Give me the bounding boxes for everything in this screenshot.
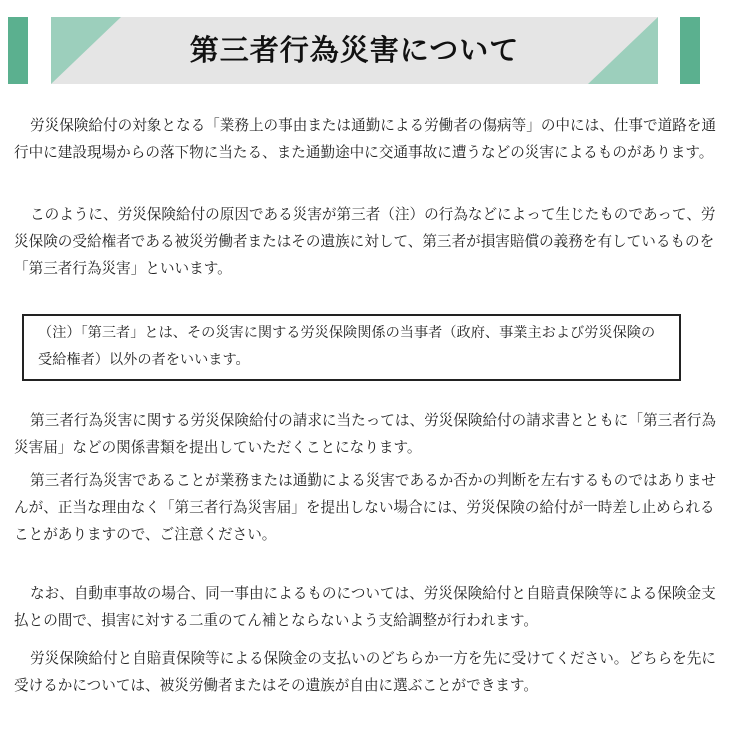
accent-bar-left (8, 17, 28, 84)
auto-paragraph-1: なお、自動車事故の場合、同一事由によるものについては、労災保険給付と自賠責保険等による保険金支払との間で、損害に対する二重のてん補とならないよう支給調整が行われます。 (14, 585, 716, 629)
header-banner (0, 0, 733, 100)
page-title: 第三者行為災害について (189, 33, 520, 67)
intro-paragraph-2: このように、労災保険給付の原因である災害が第三者（注）の行為などによって生じたものであって、労災保険の受給権者である被災労働者またはその遺族に対して、第三者が損害賠償の義務を有しているものを「第三者行為災害」といいます。 (14, 206, 716, 277)
auto-paragraph-2: 労災保険給付と自賠責保険等による保険金の支払いのどちらか一方を先に受けてください。どちらを先に受けるかについては、被災労働者またはその遺族が自由に選ぶことができます。 (14, 650, 716, 694)
accent-bar-right (680, 17, 700, 84)
claim-paragraph-2: 第三者行為災害であることが業務または通勤による災害であるか否かの判断を左右するものではありませんが、正当な理由なく「第三者行為災害届」を提出しない場合には、労災保険の給付が一時差し止められることがありますので、ご注意ください。 (14, 472, 716, 543)
note-text: （注）「第三者」とは、その災害に関する労災保険関係の当事者（政府、事業主および労災保険の受給権者）以外の者をいいます。 (38, 325, 656, 368)
note-box (22, 314, 681, 381)
intro-paragraph-1: 労災保険給付の対象となる「業務上の事由または通勤による労働者の傷病等」の中には、仕事で道路を通行中に建設現場からの落下物に当たる、また通勤途中に交通事故に遭うなどの災害によるものがあります。 (14, 117, 716, 161)
title-box (51, 17, 658, 84)
claim-paragraph-1: 第三者行為災害に関する労災保険給付の請求に当たっては、労災保険給付の請求書とともに「第三者行為災害届」などの関係書類を提出していただくことになります。 (14, 412, 716, 456)
